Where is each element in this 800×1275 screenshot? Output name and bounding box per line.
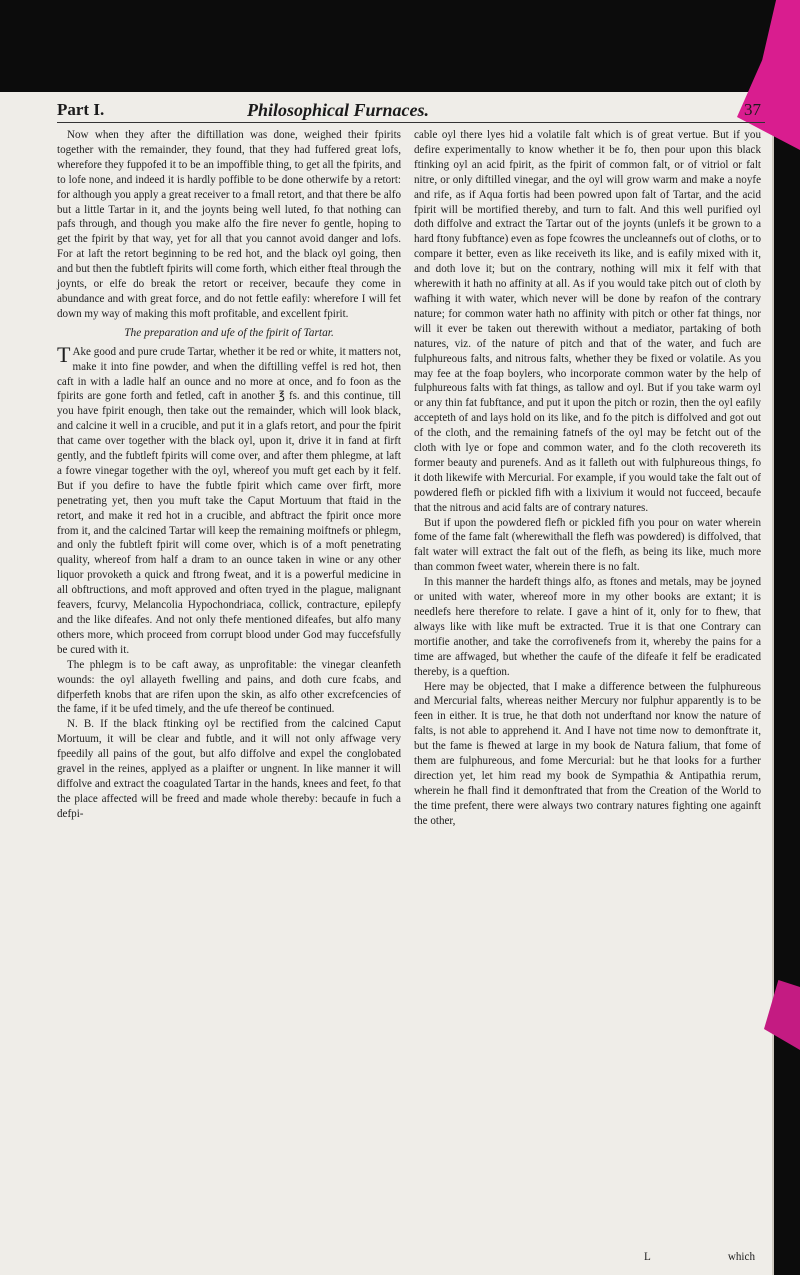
paragraph: In this manner the hardeft things alfo, as ftones and metals, may be joyned or united with water, whereof more in my other books are extant; it is needlefs here therefore to relate. I gave a hint of it, only for to fhew, that always like with like muft be extracted. True it is that one Contrary can mortifie another, and take the corrofivenefs from it, whereby the pains for a time are affwaged, but whether the caufe of the difeafe it felf be eradicated thereby, is a queftion.	[414, 576, 761, 678]
signature-mark: L	[644, 1251, 651, 1263]
paragraph: But if upon the powdered flefh or pickled fifh you pour on water wherein fome of the fame falt (wherewithall the flefh was powdered) is diffolved, that falt water will extract the falt out of the flefh, as being its like, much more than common fweet water, wherein there is no falt.	[414, 516, 761, 574]
paragraph: TAke good and pure crude Tartar, whether it be red or white, it matters not, make it into fine powder, and when the diftilling veffel is red hot, then caft in with a ladle half an ounce and no more at once, and fo foon as the fpirits are gone forth and fetled, caft in another ℥ fs. and this continue, till you have fpirit enough, then take out the remainder, which will look black, and calcine it well in a crucible, and put it in a glafs retort, and pour the fpirit that came over together with the black oyl, upon it, drive it in fand at firft gently, and the fubtleft fpirits will come over, and after them phlegme, at laft a fowre vinegar together with the oyl, whereof you muft get each by it felf. But if you defire to have the fubtle fpirit which came over firft, more penetrating yet, then you muft take the Caput Mortuum that ftaid in the retort, and make it red hot in a crucible, and abftract the fpirit once more from it, and the calcined Tartar will keep the remaining moiftnefs or phlegm, and only the fubtleft fpirit will come over, which is of a moft penetrating quality, whereof from half a dram to an ounce taken in wine or any other liquor provoketh a quick and ftrong fweat, and it is a powerful medicine in all obftructions, and moft approved and often tryed in the plague, malignant feavers, fcurvy, Melancolia Hypochondriaca, collick, contracture, epilepfy and the like difeafes. And not only thefe mentioned difeafes, but alfo many others more, which proceed from corrupt blood under God may fuccefsfully be cured with it.	[57, 341, 401, 656]
left-text-column	[57, 128, 401, 822]
paragraph: Here may be objected, that I make a difference between the fulphureous and Mercurial falts, whereas neither Mercury nor fulphur apparently is to be feen in either. It is true, he that doth not underftand nor know the nature of falts, is not able to apprehend it. And I have not time now to demonftrate it, but the fame is fhewed at large in my book de Natura falium, that fome of them are fulphureous, and fome Mercurial: but he that looks for a further direction yet, let him read my book de Sympathia & Antipathia rerum, wherein he fhall find it demonftrated that from the Creation of the World to the time prefent, there were always two contrary natures fighting one againft the other,	[414, 680, 761, 827]
running-title: Philosophical Furnaces.	[247, 100, 430, 120]
paragraph: Now when they after the diftillation was done, weighed their fpirits together with the remainder, they found, that they had fuffered great lofs, wherefore they fuppofed it to be an impoffible thing, to get all the fpirits, and to lofe none, and indeed it is hardly poffible to be done otherwife by a retort: for although you apply a great receiver to a fmall retort, and that there be alfo but a little Tartar in it, and the joynts being well luted, fo that nothing can pafs through, and though you make alfo the fire never fo gentle, hoping to get the fpirit by that way, yet for all that you cannot avoid danger and lofs. For at laft the retort beginning to be red hot, and the black oyl going, then and but then the fubtleft fpirits will come forth, which either fteal through the joynts, or elfe do break the retort or receiver, becaufe they come in abundance and with great force, and do not fettle eafily: wherefore I will fet down my way of making this moft profitable, and excellent fpirit.	[57, 129, 401, 320]
right-text-column	[414, 128, 761, 829]
paragraph: cable oyl there lyes hid a volatile falt which is of great vertue. But if you defire experimentally to know whether it be fo, then pour upon this black ftinking oyl an acid fpirit, as the fpirit of common falt, or of vitriol or falt nitre, or only diftilled vinegar, and the oyl will grow warm and make a noyfe and rife, as if Aqua fortis had been powred upon falt of Tartar, and the acid fpirit will be mortified thereby, and turn to falt. And this well purified oyl doth diffolve and extract the Tartar out of the joynts (unlefs it be grown to a hard ftony fubftance) even as fope fcowres the uncleannefs out of cloths, or to compare it better, even as like receiveth its like, and is eafily mixed with it, and doth love it; but on the contrary, nothing will mix it felf with that wherewith it hath no affinity at all. As if you would take pitch out of cloth by wafhing it with water, which never will be done by reafon of the contrary nature; for common water hath no affinity with pitch or other fat things, nor will it ever be taken out therewith without a mediator, partaking of both natures, viz. of the nature of pitch and that of the water, and fuch are fulphureous falts, and nitrous falts, whether they be fixed or volatile. As you may fee at the foap boylers, who incorporate common water by the help of fulphureous falts with fat things, as tallow and oyl. But if you take warm oyl or any thin fat fubftance, and put it upon the pitch or rozin, then the oyl eafily accepteth of and lays hold on its like, and fo the pitch is diffolved and got out of the cloth, and the remaining fatnefs of the oyl may be fetcht out of the cloth with lye or fope and common water, and fo the cloth recovereth its former beauty and purenefs. And as it falleth out with fulphureous things, fo it doth likewife with Mercurial. For example, if you would take the falt out of powdered flefh or pickled fifh with a lixivium it would not fucceed, becaufe that the nitrous and acid falts are of contrary natures.	[414, 129, 761, 514]
section-heading: The preparation and ufe of the fpirit of Tartar.	[124, 326, 334, 339]
paragraph: The phlegm is to be caft away, as unprofitable: the vinegar cleanfeth wounds: the oyl allayeth fwelling and pains, and doth cure fcabs, and difperfeth knobs that are rifen upon the skin, as alfo other excrefcencies of the fame, if it be ufed timely, and the ufe thereof be continued.	[57, 658, 401, 716]
catchword: which	[727, 1251, 755, 1263]
part-label: Part I.	[57, 100, 105, 119]
page-number: 37	[744, 100, 761, 119]
paragraph: N. B. If the black ftinking oyl be rectified from the calcined Caput Mortuum, it will be clear and fubtle, and it will not only affwage very fpeedily all pains of the gout, but alfo diffolve and expel the conglobated gravel in the reines, applyed as a plaifter or ungnent. In like manner it will diffolve and extract the coagulated Tartar in the hands, knees and feet, fo that the place affected will be freed and made whole thereby: becaufe in fuch a defpi-	[57, 718, 401, 820]
running-header	[57, 96, 765, 123]
